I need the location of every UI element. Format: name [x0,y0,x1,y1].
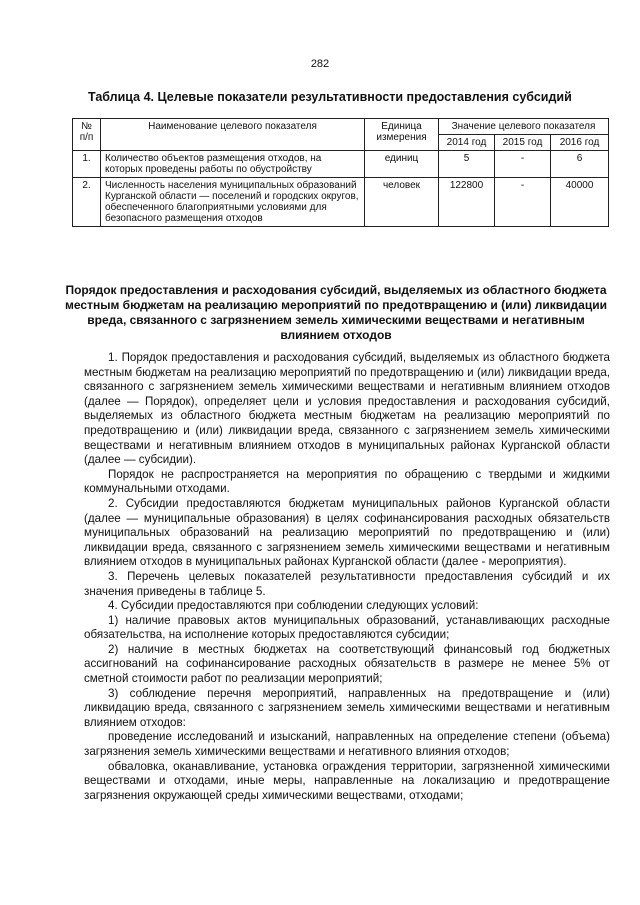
header-name: Наименование целевого показателя [101,119,365,151]
indicators-table [72,118,608,227]
page-number: 282 [310,58,330,70]
table-title: Таблица 4. Целевые показатели результативности предоставления субсидий [88,90,572,104]
paragraph: 3. Перечень целевых показателей результативности предоставления субсидий и их значения приведены в таблице 5. [84,569,610,598]
table-row [73,178,609,227]
paragraph: 1. Порядок предоставления и расходования субсидий, выделяемых из областного бюджета местным бюджетам на реализацию мероприятий по предотвращению и (или) ликвидации вреда, связанного с загрязнением земель химическими веществами и негативным влиянием отходов (далее — Порядок), определяет цели и условия предоставления и расходования субсидий, выделяемых из областного бюджета местным бюджетам на реализацию мероприятий по предотвращению и (или) ликвидации вреда, связанного с загрязнением земель химическими веществами и негативным влиянием отходов в муниципальных районах Курганской области (далее — субсидии). [84,351,610,467]
row-name: Численность населения муниципальных образований Курганской области — поселений и городских округов, обеспеченного благоприятными условиями для безопасного размещения отходов [101,178,365,227]
table-row [73,151,609,178]
section-title: Порядок предоставления и расходования субсидий, выделяемых из областного бюджета местным бюджетам на реализацию мероприятий по предотвращению и (или) ликвидации вреда, связанного с загрязнением земель химическими веществами и негативным влиянием отходов [65,283,607,342]
paragraph: 4. Субсидии предоставляются при соблюдении следующих условий: [108,599,479,613]
row-name: Количество объектов размещения отходов, на которых проведены работы по обустройству [101,151,365,178]
paragraph: 2) наличие в местных бюджетах на соответствующий финансовый год бюджетных ассигнований на софинансирование расходных обязательств в размере не менее 5% от сметной стоимости работ по реализации мероприятий; [84,642,610,686]
header-unit: Единица измерения [365,119,439,151]
row-value-2016: 40000 [551,178,609,227]
row-num: 2. [73,178,101,227]
row-value-2014: 5 [439,151,495,178]
row-num: 1. [73,151,101,178]
paragraph: проведение исследований и изысканий, направленных на определение степени (объема) загрязнения земель химическими веществами и негативного влияния отходов; [84,730,610,759]
header-year-2014: 2014 год [439,135,495,151]
paragraph: 3) соблюдение перечня мероприятий, направленных на предотвращение и (или) ликвидацию вреда, связанного с загрязнением земель химическими веществами и негативным влиянием отходов: [84,686,610,729]
paragraph: 2. Субсидии предоставляются бюджетам муниципальных районов Курганской области (далее — муниципальные образования) в целях софинансирования расходных обязательств муниципальных образований на реализацию мероприятий по предотвращению и (или) ликвидации вреда, связанного с загрязнением земель химическими веществами и негативным влиянием отходов в муниципальных районах Курганской области (далее - мероприятия). [84,496,610,569]
row-unit: единиц [365,151,439,178]
body-text [84,351,610,803]
row-value-2015: - [495,178,551,227]
paragraph: 1) наличие правовых актов муниципальных образований, устанавливающих расходные обязательства, на исполнение которых предоставляются субсидии; [84,613,610,642]
row-value-2014: 122800 [439,178,495,227]
header-num: № п/п [73,119,101,151]
table-header-row [73,119,609,135]
paragraph: обваловка, оканавливание, установка ограждения территории, загрязненной химическими веществами и отходами, иные меры, направленные на локализацию и предотвращение загрязнения окружающей среды химическими веществами, отходами; [84,759,610,802]
row-value-2015: - [495,151,551,178]
row-value-2016: 6 [551,151,609,178]
paragraph: Порядок не распространяется на мероприятия по обращению с твердыми и жидкими коммунальными отходами. [84,467,610,496]
header-year-2015: 2015 год [495,135,551,151]
header-value: Значение целевого показателя [439,119,609,135]
row-unit: человек [365,178,439,227]
header-year-2016: 2016 год [551,135,609,151]
